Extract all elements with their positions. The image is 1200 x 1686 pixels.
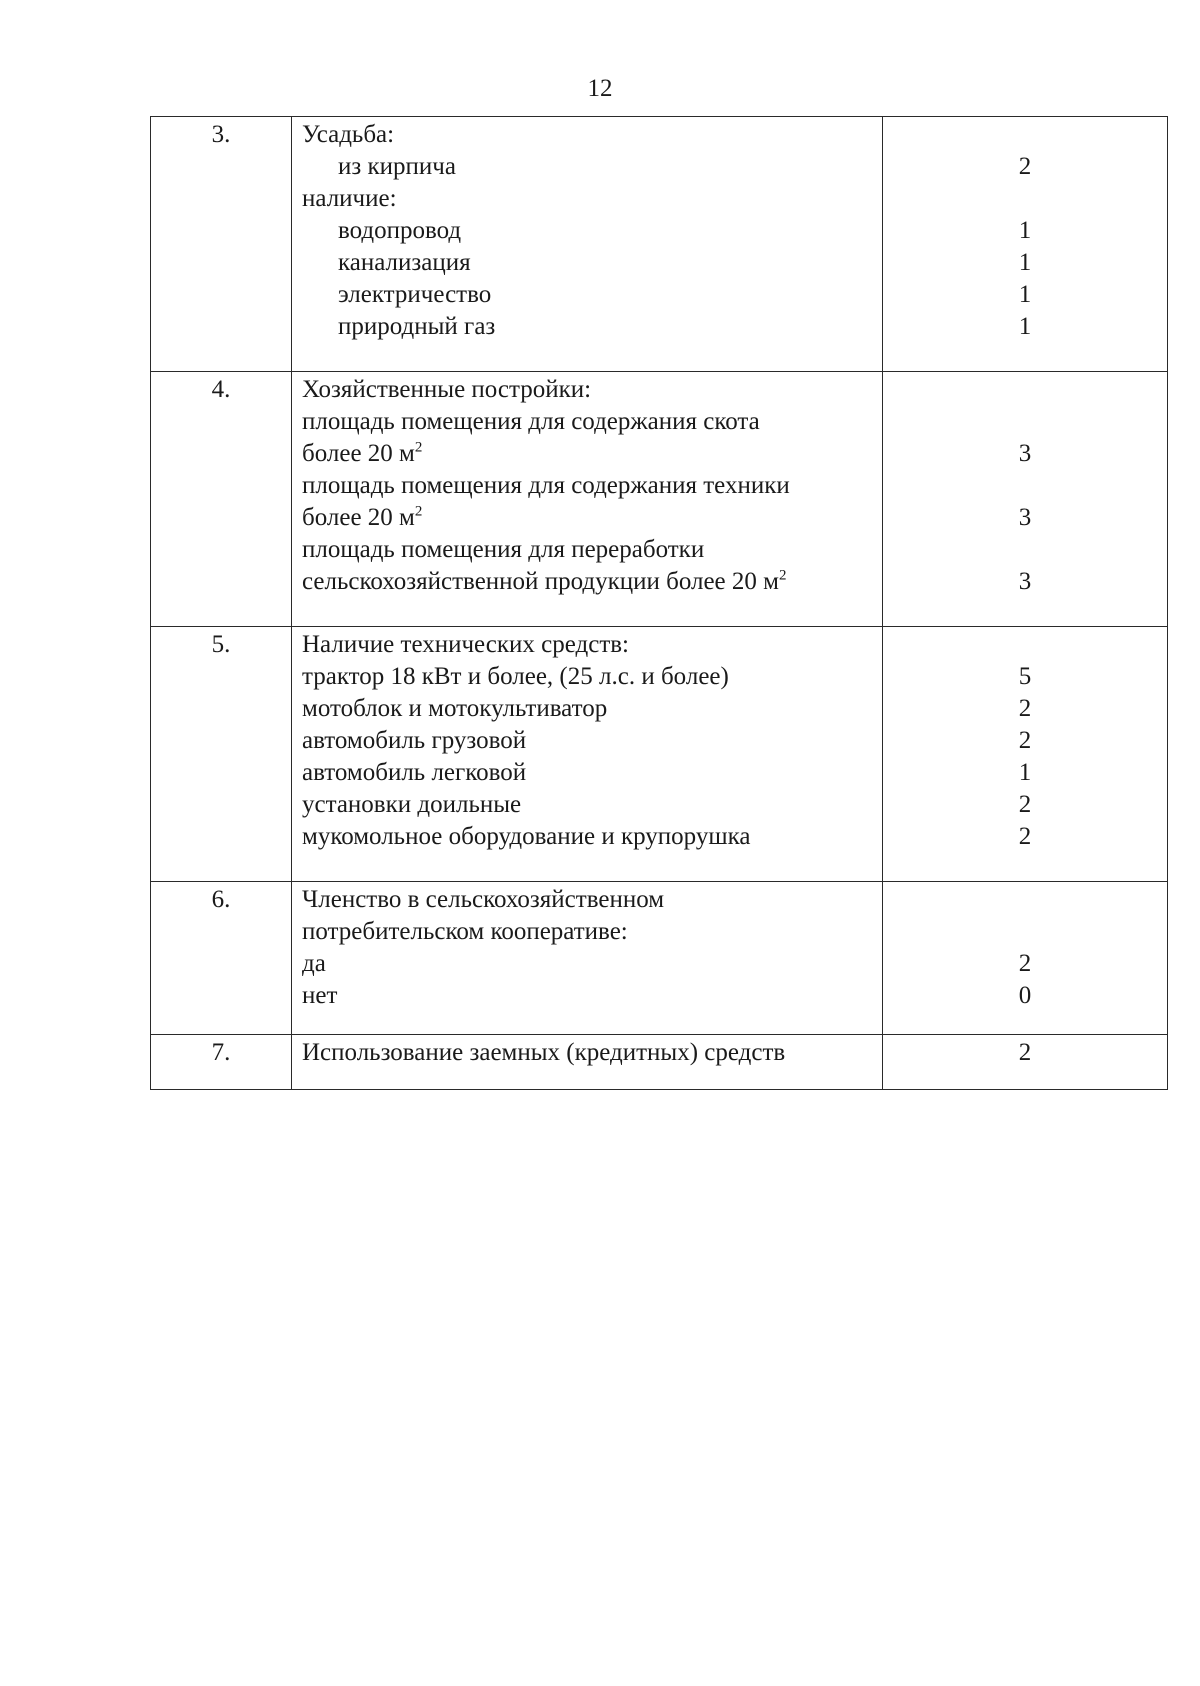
- criterion-text: мукомольное оборудование и крупорушка: [302, 823, 751, 850]
- criterion-line: [302, 406, 872, 438]
- score-value: [893, 406, 1157, 438]
- criterion-line: [302, 279, 872, 311]
- criterion-text: автомобиль грузовой: [302, 727, 527, 754]
- criterion-text: водопровод: [338, 217, 462, 244]
- criterion-text: Хозяйственные постройки:: [302, 376, 592, 403]
- superscript: 2: [414, 503, 423, 520]
- criterion-line: [302, 502, 872, 534]
- criterion-description: [292, 627, 883, 882]
- criterion-text: канализация: [338, 249, 471, 276]
- table-row: [151, 882, 1168, 1035]
- criterion-line: [302, 438, 872, 470]
- score-value: [893, 183, 1157, 215]
- criterion-line: [302, 183, 872, 215]
- table-row: [151, 627, 1168, 882]
- criterion-line: [302, 629, 872, 661]
- score-value: 3: [1018, 440, 1032, 467]
- criterion-score: [883, 1035, 1168, 1090]
- score-value: [893, 470, 1157, 502]
- table-row: [151, 117, 1168, 372]
- criterion-line: [302, 119, 872, 151]
- criterion-score: [883, 627, 1168, 882]
- criterion-text: площадь помещения для содержания техники: [302, 472, 790, 499]
- criterion-description: [292, 1035, 883, 1090]
- row-number: 6.: [151, 882, 292, 1035]
- criterion-line: [302, 1037, 872, 1069]
- criterion-text: более 20 м: [302, 440, 415, 467]
- score-value: 2: [1018, 695, 1032, 722]
- criterion-text: установки доильные: [302, 791, 522, 818]
- score-value: [893, 884, 1157, 916]
- row-number: 3.: [151, 117, 292, 372]
- score-value: [893, 119, 1157, 151]
- criterion-text: Наличие технических средств:: [302, 631, 629, 658]
- score-value: 0: [1018, 982, 1032, 1009]
- score-value: 1: [1018, 313, 1032, 340]
- score-value: [893, 534, 1157, 566]
- criterion-line: [302, 215, 872, 247]
- score-value: 3: [1018, 568, 1032, 595]
- criterion-line: [302, 470, 872, 502]
- score-value: 1: [1018, 249, 1032, 276]
- score-value: 2: [1018, 950, 1032, 977]
- criterion-line: [302, 757, 872, 789]
- row-number: 7.: [151, 1035, 292, 1090]
- score-value: 1: [1018, 217, 1032, 244]
- table-row: [151, 372, 1168, 627]
- criterion-line: [302, 789, 872, 821]
- score-value: 2: [1018, 823, 1032, 850]
- criterion-line: [302, 693, 872, 725]
- criterion-text: автомобиль легковой: [302, 759, 527, 786]
- criterion-line: [302, 948, 872, 980]
- row-number: 5.: [151, 627, 292, 882]
- table-row: [151, 1035, 1168, 1090]
- score-value: 2: [1018, 727, 1032, 754]
- criteria-table: [150, 116, 1168, 1090]
- criterion-line: [302, 916, 872, 948]
- score-value: 2: [1018, 1039, 1032, 1066]
- score-value: [893, 916, 1157, 948]
- score-value: 2: [1018, 791, 1032, 818]
- criteria-table-body: [151, 117, 1168, 1090]
- criterion-text: нет: [302, 982, 338, 1009]
- superscript: 2: [414, 439, 423, 456]
- criterion-score: [883, 882, 1168, 1035]
- criterion-line: [302, 566, 872, 598]
- criterion-text: сельскохозяйственной продукции более 20 м: [302, 568, 779, 595]
- criterion-line: [302, 534, 872, 566]
- criterion-description: [292, 117, 883, 372]
- criterion-line: [302, 980, 872, 1012]
- row-number: 4.: [151, 372, 292, 627]
- criterion-text: Членство в сельскохозяйственном: [302, 886, 665, 913]
- criterion-text: мотоблок и мотокультиватор: [302, 695, 608, 722]
- score-value: 1: [1018, 281, 1032, 308]
- criterion-line: [302, 311, 872, 343]
- criterion-text: Использование заемных (кредитных) средств: [302, 1039, 786, 1066]
- criterion-line: [302, 884, 872, 916]
- criterion-text: природный газ: [338, 313, 496, 340]
- criterion-text: наличие:: [302, 185, 397, 212]
- criterion-text: потребительском кооперативе:: [302, 918, 628, 945]
- criterion-line: [302, 725, 872, 757]
- criterion-score: [883, 117, 1168, 372]
- page-number: 12: [587, 75, 613, 102]
- criterion-text: Усадьба:: [302, 121, 395, 148]
- criterion-line: [302, 821, 872, 853]
- criterion-text: площадь помещения для содержания скота: [302, 408, 760, 435]
- criterion-text: да: [302, 950, 326, 977]
- score-value: 3: [1018, 504, 1032, 531]
- criterion-text: электричество: [338, 281, 492, 308]
- criterion-line: [302, 661, 872, 693]
- criterion-line: [302, 151, 872, 183]
- score-value: 5: [1018, 663, 1032, 690]
- score-value: [893, 374, 1157, 406]
- criterion-text: площадь помещения для переработки: [302, 536, 705, 563]
- criterion-description: [292, 372, 883, 627]
- criterion-text: более 20 м: [302, 504, 415, 531]
- criterion-score: [883, 372, 1168, 627]
- score-value: 2: [1018, 153, 1032, 180]
- criterion-text: из кирпича: [338, 153, 456, 180]
- score-value: [893, 629, 1157, 661]
- criterion-line: [302, 247, 872, 279]
- score-value: 1: [1018, 759, 1032, 786]
- superscript: 2: [778, 567, 787, 584]
- criterion-text: трактор 18 кВт и более, (25 л.с. и более): [302, 663, 729, 690]
- criterion-description: [292, 882, 883, 1035]
- criterion-line: [302, 374, 872, 406]
